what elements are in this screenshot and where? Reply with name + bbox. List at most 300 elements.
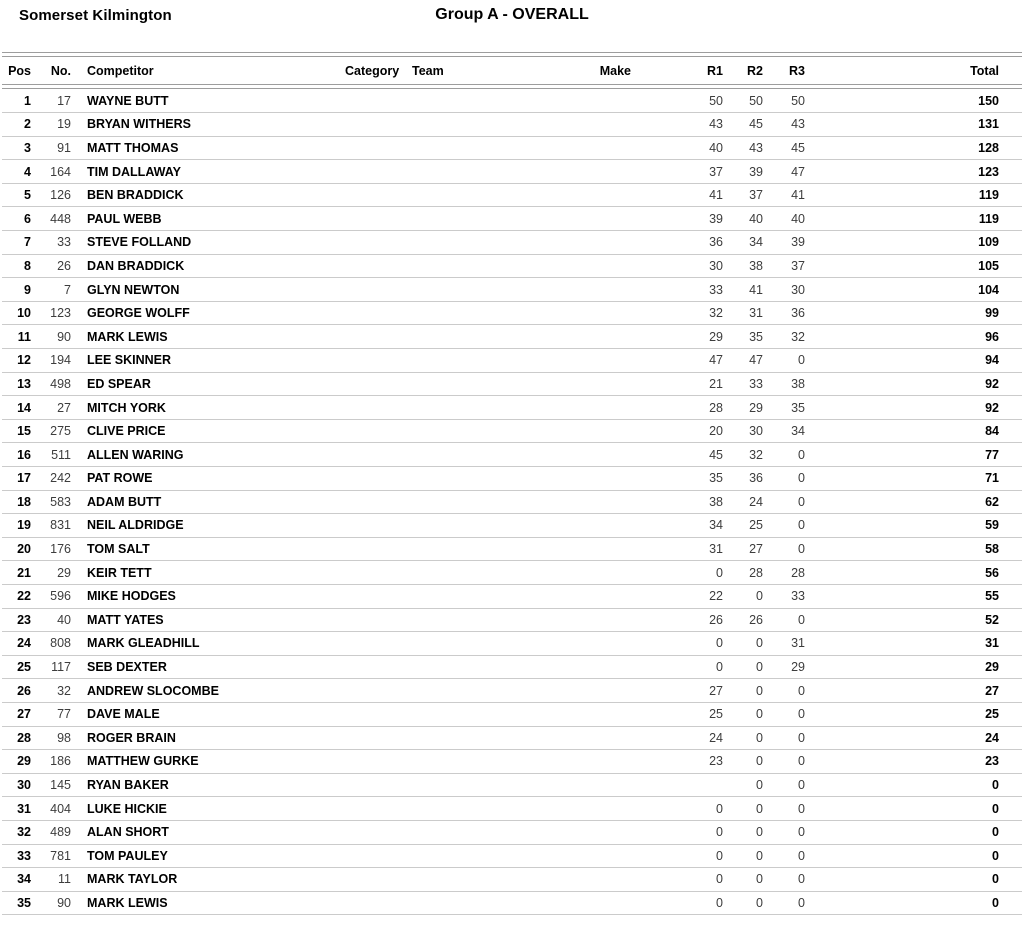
pos-cell: 13 <box>17 376 31 391</box>
r3-cell: 41 <box>791 188 805 203</box>
r1-cell: 0 <box>716 801 723 816</box>
r3-cell: 29 <box>791 660 805 675</box>
category-cell <box>337 278 404 302</box>
r2-cell: 0 <box>756 895 763 910</box>
make-cell <box>589 773 634 797</box>
number-cell: 583 <box>50 494 71 509</box>
total-cell: 119 <box>978 211 999 226</box>
category-cell <box>337 113 404 137</box>
make-cell <box>589 301 634 325</box>
category-cell <box>337 679 404 703</box>
r1-cell: 21 <box>709 376 723 391</box>
team-cell <box>404 797 589 821</box>
category-cell <box>337 702 404 726</box>
r3-cell: 34 <box>791 424 805 439</box>
category-cell <box>337 537 404 561</box>
team-cell <box>404 113 589 137</box>
team-cell <box>404 183 589 207</box>
table-row <box>2 679 1022 703</box>
number-cell: 11 <box>58 872 71 887</box>
team-cell <box>404 349 589 373</box>
team-cell <box>404 655 589 679</box>
pos-cell: 4 <box>24 164 31 179</box>
r1-cell: 30 <box>709 258 723 273</box>
make-cell <box>589 679 634 703</box>
competitor-cell: MATT THOMAS <box>87 140 179 155</box>
pos-cell: 7 <box>24 235 31 250</box>
table-row <box>2 183 1022 207</box>
category-cell <box>337 797 404 821</box>
pos-cell: 5 <box>24 188 31 203</box>
make-cell <box>589 325 634 349</box>
number-cell: 33 <box>57 235 71 250</box>
r2-cell: 28 <box>749 565 763 580</box>
pos-cell: 30 <box>17 778 31 793</box>
category-cell <box>337 655 404 679</box>
make-cell <box>589 113 634 137</box>
r1-cell: 43 <box>709 117 723 132</box>
competitor-cell: MITCH YORK <box>87 400 166 415</box>
r2-cell: 50 <box>749 93 763 108</box>
table-row <box>2 655 1022 679</box>
total-cell: 123 <box>978 164 999 179</box>
category-cell <box>337 750 404 774</box>
make-cell <box>589 584 634 608</box>
r2-cell: 29 <box>749 400 763 415</box>
number-cell: 404 <box>50 801 71 816</box>
number-cell: 32 <box>57 683 71 698</box>
r2-cell: 0 <box>756 754 763 769</box>
table-row <box>2 632 1022 656</box>
number-cell: 831 <box>50 518 71 533</box>
make-cell <box>589 891 634 915</box>
r2-cell: 25 <box>749 518 763 533</box>
category-cell <box>337 372 404 396</box>
col-header-make: Make <box>599 63 631 78</box>
number-cell: 511 <box>51 447 71 462</box>
results-header-table <box>2 57 1022 84</box>
total-cell: 0 <box>992 848 999 863</box>
number-cell: 90 <box>57 329 71 344</box>
team-cell <box>404 844 589 868</box>
r3-cell: 0 <box>798 494 805 509</box>
r3-cell: 43 <box>791 117 805 132</box>
total-cell: 131 <box>978 117 999 132</box>
r1-cell: 24 <box>709 730 723 745</box>
competitor-cell: CLIVE PRICE <box>87 424 166 439</box>
pos-cell: 22 <box>17 589 31 604</box>
table-row <box>2 89 1022 113</box>
r3-cell: 35 <box>791 400 805 415</box>
number-cell: 40 <box>57 612 71 627</box>
make-cell <box>589 632 634 656</box>
pos-cell: 32 <box>17 825 31 840</box>
number-cell: 176 <box>50 542 71 557</box>
number-cell: 7 <box>64 282 71 297</box>
team-cell <box>404 443 589 467</box>
pos-cell: 27 <box>17 707 31 722</box>
category-cell <box>337 868 404 892</box>
total-cell: 77 <box>985 447 999 462</box>
competitor-cell: DAVE MALE <box>87 707 160 722</box>
category-cell <box>337 301 404 325</box>
pos-cell: 10 <box>17 306 31 321</box>
total-cell: 92 <box>985 400 999 415</box>
team-cell <box>404 584 589 608</box>
r1-cell: 34 <box>709 518 723 533</box>
team-cell <box>404 89 589 113</box>
make-cell <box>589 844 634 868</box>
pos-cell: 23 <box>17 612 31 627</box>
total-cell: 0 <box>992 895 999 910</box>
number-cell: 117 <box>51 660 71 675</box>
make-cell <box>589 702 634 726</box>
table-row <box>2 278 1022 302</box>
total-cell: 24 <box>985 730 999 745</box>
col-header-team: Team <box>412 63 444 78</box>
r1-cell: 0 <box>716 872 723 887</box>
group-title: Group A - OVERALL <box>435 6 589 23</box>
table-row <box>2 136 1022 160</box>
r1-cell: 39 <box>709 211 723 226</box>
category-cell <box>337 608 404 632</box>
r2-cell: 38 <box>749 258 763 273</box>
team-cell <box>404 632 589 656</box>
r1-cell: 33 <box>709 282 723 297</box>
r2-cell: 24 <box>749 494 763 509</box>
number-cell: 77 <box>57 707 71 722</box>
competitor-cell: SEB DEXTER <box>87 660 167 675</box>
team-cell <box>404 278 589 302</box>
competitor-cell: ADAM BUTT <box>87 494 162 509</box>
make-cell <box>589 514 634 538</box>
total-cell: 150 <box>978 93 999 108</box>
r2-cell: 0 <box>756 589 763 604</box>
r3-cell: 30 <box>791 282 805 297</box>
pos-cell: 26 <box>17 683 31 698</box>
pos-cell: 19 <box>17 518 31 533</box>
total-cell: 128 <box>978 140 999 155</box>
table-row <box>2 726 1022 750</box>
table-row <box>2 844 1022 868</box>
competitor-cell: ALLEN WARING <box>87 447 184 462</box>
r2-cell: 40 <box>749 211 763 226</box>
table-row <box>2 301 1022 325</box>
pos-cell: 20 <box>17 542 31 557</box>
team-cell <box>404 372 589 396</box>
r2-cell: 30 <box>749 424 763 439</box>
r2-cell: 33 <box>749 376 763 391</box>
number-cell: 145 <box>50 778 71 793</box>
r2-cell: 39 <box>749 164 763 179</box>
make-cell <box>589 419 634 443</box>
r3-cell: 0 <box>798 683 805 698</box>
pos-cell: 33 <box>17 848 31 863</box>
total-cell: 104 <box>978 282 999 297</box>
number-cell: 275 <box>50 424 71 439</box>
competitor-cell: KEIR TETT <box>87 565 152 580</box>
category-cell <box>337 632 404 656</box>
pos-cell: 11 <box>17 329 31 344</box>
r2-cell: 36 <box>749 471 763 486</box>
number-cell: 26 <box>57 258 71 273</box>
number-cell: 194 <box>50 353 71 368</box>
r3-cell: 28 <box>791 565 805 580</box>
table-row <box>2 325 1022 349</box>
table-row <box>2 773 1022 797</box>
competitor-cell: DAN BRADDICK <box>87 258 185 273</box>
pos-cell: 1 <box>24 93 31 108</box>
category-cell <box>337 160 404 184</box>
r2-cell: 35 <box>749 329 763 344</box>
total-cell: 55 <box>985 589 999 604</box>
r3-cell: 0 <box>798 848 805 863</box>
r1-cell: 0 <box>716 848 723 863</box>
r3-cell: 0 <box>798 707 805 722</box>
r3-cell: 0 <box>798 872 805 887</box>
total-cell: 52 <box>985 612 999 627</box>
number-cell: 186 <box>50 754 71 769</box>
make-cell <box>589 820 634 844</box>
r1-cell: 41 <box>709 188 723 203</box>
team-cell <box>404 537 589 561</box>
r1-cell: 27 <box>709 683 723 698</box>
competitor-cell: PAT ROWE <box>87 471 153 486</box>
competitor-cell: BRYAN WITHERS <box>87 117 191 132</box>
number-cell: 29 <box>57 565 71 580</box>
r1-cell: 0 <box>716 636 723 651</box>
number-cell: 489 <box>50 825 71 840</box>
r3-cell: 50 <box>791 93 805 108</box>
total-cell: 58 <box>985 542 999 557</box>
total-cell: 62 <box>985 494 999 509</box>
r2-cell: 0 <box>756 660 763 675</box>
category-cell <box>337 231 404 255</box>
table-row <box>2 372 1022 396</box>
table-row <box>2 231 1022 255</box>
competitor-cell: GLYN NEWTON <box>87 282 180 297</box>
r2-cell: 0 <box>756 801 763 816</box>
competitor-cell: MIKE HODGES <box>87 589 176 604</box>
team-cell <box>404 561 589 585</box>
total-cell: 0 <box>992 801 999 816</box>
r2-cell: 0 <box>756 848 763 863</box>
make-cell <box>589 231 634 255</box>
team-cell <box>404 490 589 514</box>
total-cell: 0 <box>992 872 999 887</box>
r3-cell: 0 <box>798 542 805 557</box>
r3-cell: 0 <box>798 612 805 627</box>
category-cell <box>337 490 404 514</box>
total-cell: 31 <box>985 636 999 651</box>
r1-cell: 0 <box>716 895 723 910</box>
table-row <box>2 868 1022 892</box>
category-cell <box>337 349 404 373</box>
table-row <box>2 419 1022 443</box>
team-cell <box>404 820 589 844</box>
r3-cell: 0 <box>798 778 805 793</box>
category-cell <box>337 514 404 538</box>
table-row <box>2 702 1022 726</box>
competitor-cell: MARK LEWIS <box>87 895 168 910</box>
r2-cell: 32 <box>749 447 763 462</box>
make-cell <box>589 561 634 585</box>
total-cell: 25 <box>985 707 999 722</box>
number-cell: 19 <box>57 117 71 132</box>
competitor-cell: WAYNE BUTT <box>87 93 169 108</box>
table-row <box>2 891 1022 915</box>
make-cell <box>589 537 634 561</box>
competitor-cell: MARK GLEADHILL <box>87 636 200 651</box>
category-cell <box>337 891 404 915</box>
r3-cell: 38 <box>791 376 805 391</box>
team-cell <box>404 750 589 774</box>
results-body <box>2 89 1022 915</box>
pos-cell: 21 <box>17 565 31 580</box>
total-cell: 99 <box>985 306 999 321</box>
col-header-r1: R1 <box>707 63 723 78</box>
total-cell: 92 <box>985 376 999 391</box>
r2-cell: 0 <box>756 872 763 887</box>
r1-cell: 31 <box>709 542 723 557</box>
table-row <box>2 797 1022 821</box>
r1-cell: 37 <box>709 164 723 179</box>
total-cell: 59 <box>985 518 999 533</box>
pos-cell: 12 <box>17 353 31 368</box>
r3-cell: 39 <box>791 235 805 250</box>
table-row <box>2 160 1022 184</box>
make-cell <box>589 797 634 821</box>
col-header-total: Total <box>970 63 999 78</box>
pos-cell: 16 <box>17 447 31 462</box>
pos-cell: 35 <box>17 895 31 910</box>
r2-cell: 0 <box>756 730 763 745</box>
r2-cell: 34 <box>749 235 763 250</box>
r3-cell: 37 <box>791 258 805 273</box>
r3-cell: 0 <box>798 518 805 533</box>
competitor-cell: STEVE FOLLAND <box>87 235 192 250</box>
category-cell <box>337 726 404 750</box>
make-cell <box>589 349 634 373</box>
table-row <box>2 750 1022 774</box>
total-cell: 23 <box>985 754 999 769</box>
number-cell: 781 <box>50 848 71 863</box>
r1-cell: 38 <box>709 494 723 509</box>
total-cell: 119 <box>978 188 999 203</box>
pos-cell: 25 <box>17 660 31 675</box>
category-cell <box>337 820 404 844</box>
r2-cell: 37 <box>749 188 763 203</box>
table-row <box>2 608 1022 632</box>
r3-cell: 36 <box>791 306 805 321</box>
make-cell <box>589 160 634 184</box>
r1-cell: 20 <box>709 424 723 439</box>
competitor-cell: MARK LEWIS <box>87 329 168 344</box>
pos-cell: 3 <box>24 140 31 155</box>
r1-cell: 25 <box>709 707 723 722</box>
team-cell <box>404 419 589 443</box>
pos-cell: 18 <box>17 494 31 509</box>
competitor-cell: ED SPEAR <box>87 376 151 391</box>
competitor-cell: LUKE HICKIE <box>87 801 167 816</box>
table-row <box>2 467 1022 491</box>
r3-cell: 47 <box>791 164 805 179</box>
table-header-row <box>2 57 1022 84</box>
make-cell <box>589 443 634 467</box>
r3-cell: 0 <box>798 801 805 816</box>
make-cell <box>589 136 634 160</box>
col-header-r2: R2 <box>747 63 763 78</box>
r1-cell: 36 <box>709 235 723 250</box>
make-cell <box>589 207 634 231</box>
pos-cell: 14 <box>17 400 31 415</box>
make-cell <box>589 254 634 278</box>
competitor-cell: LEE SKINNER <box>87 353 172 368</box>
competitor-cell: MATTHEW GURKE <box>87 754 199 769</box>
table-row <box>2 584 1022 608</box>
r1-cell: 0 <box>716 825 723 840</box>
r3-cell: 0 <box>798 730 805 745</box>
team-cell <box>404 891 589 915</box>
make-cell <box>589 183 634 207</box>
r1-cell: 29 <box>709 329 723 344</box>
r2-cell: 0 <box>756 683 763 698</box>
col-header-no: No. <box>50 63 71 78</box>
competitor-cell: RYAN BAKER <box>87 778 169 793</box>
pos-cell: 15 <box>17 424 31 439</box>
pos-cell: 6 <box>24 211 31 226</box>
team-cell <box>404 868 589 892</box>
category-cell <box>337 207 404 231</box>
col-header-r3: R3 <box>789 63 805 78</box>
r3-cell: 31 <box>791 636 805 651</box>
r1-cell: 23 <box>709 754 723 769</box>
make-cell <box>589 396 634 420</box>
number-cell: 498 <box>50 376 71 391</box>
competitor-cell: ALAN SHORT <box>87 825 169 840</box>
pos-cell: 29 <box>17 754 31 769</box>
r2-cell: 0 <box>756 825 763 840</box>
r3-cell: 45 <box>791 140 805 155</box>
category-cell <box>337 325 404 349</box>
pos-cell: 28 <box>17 730 31 745</box>
r1-cell: 40 <box>709 140 723 155</box>
r1-cell: 22 <box>709 589 723 604</box>
pos-cell: 2 <box>24 117 31 132</box>
r2-cell: 0 <box>756 707 763 722</box>
r1-cell <box>634 773 725 797</box>
title-bar <box>0 0 1024 52</box>
number-cell: 91 <box>57 140 71 155</box>
category-cell <box>337 467 404 491</box>
table-row <box>2 561 1022 585</box>
competitor-cell: TOM SALT <box>87 542 150 557</box>
total-cell: 96 <box>985 329 999 344</box>
number-cell: 126 <box>50 188 71 203</box>
pos-cell: 17 <box>17 471 31 486</box>
total-cell: 71 <box>985 471 999 486</box>
r1-cell: 0 <box>716 660 723 675</box>
r1-cell: 35 <box>709 471 723 486</box>
r3-cell: 0 <box>798 471 805 486</box>
r1-cell: 28 <box>709 400 723 415</box>
category-cell <box>337 136 404 160</box>
team-cell <box>404 608 589 632</box>
make-cell <box>589 655 634 679</box>
category-cell <box>337 396 404 420</box>
team-cell <box>404 514 589 538</box>
total-cell: 105 <box>978 258 999 273</box>
